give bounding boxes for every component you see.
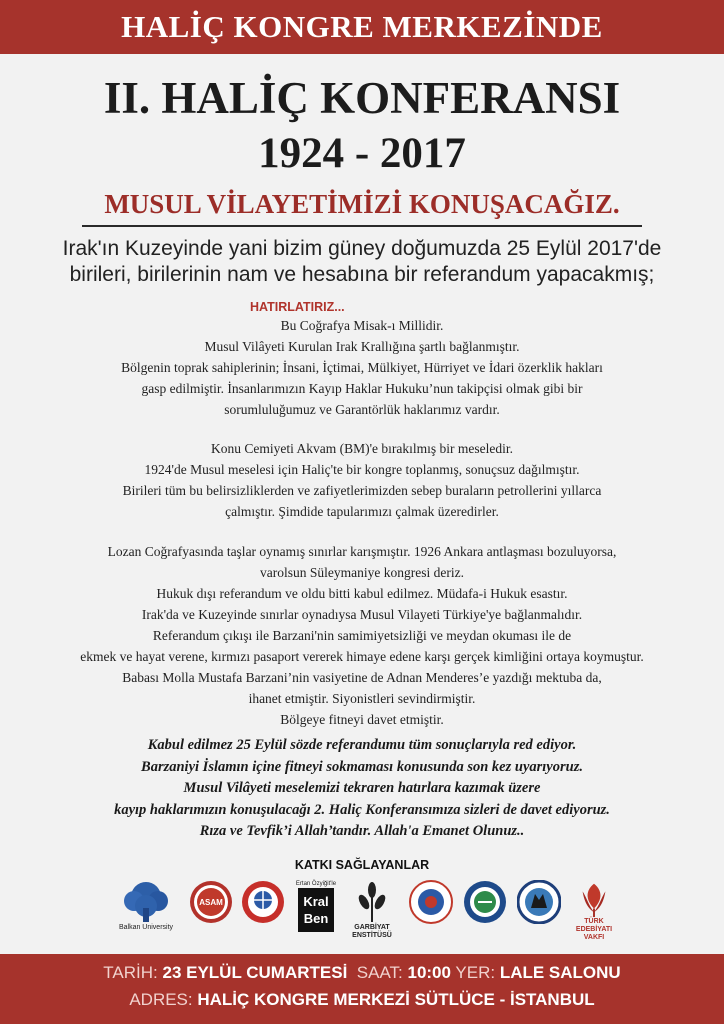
kral-text: Kral [303, 894, 329, 909]
text-line: Bölgeye fitneyi davet etmiştir. [280, 712, 444, 727]
closing-line: Kabul edilmez 25 Eylül sözde referandumu tüm sonuçlarıyla red ediyor. [147, 737, 577, 753]
ben-text: Ben [303, 911, 329, 926]
wheat-icon [350, 880, 394, 924]
round-seal-icon [463, 880, 507, 924]
conference-title: II. HALİÇ KONFERANSI [103, 73, 621, 123]
closing-line: kayıp haklarımızın konuşulacağı 2. Haliç Konferansımıza sizleri de davet ediyoruz. [114, 801, 610, 818]
text-line: sorumluluğumuz ve Garantörlük haklarımız vardır. [224, 402, 500, 417]
text-line: Babası Molla Mustafa Barzani’nin vasiyetine de Adnan Menderes’e yazdığı mektuba da, [122, 670, 602, 685]
globe-emblem-icon [241, 880, 285, 924]
association-emblem-logo [240, 880, 286, 942]
text-line: Hukuk dışı referandum ve oldu bitti kabul edilmez. Müdafa-i Hukuk esastır. [156, 586, 568, 601]
turk-dunyasi-logo [408, 880, 454, 942]
text-line: Referandum çıkışı ile Barzani'nin samimiyetsizliği ve meydan okuması ile de [152, 628, 572, 643]
place-label: YER: [455, 963, 496, 982]
text-line: ihanet etmiştir. Siyonistleri sevindirmiştir. [248, 691, 476, 706]
logo-caption: Balkan University [118, 924, 174, 931]
paragraph-2 [20, 438, 704, 522]
address-line [0, 990, 724, 1010]
closing-line: Barzaniyi İslamın içine fitneyi sokmaması konusunda son kez uyarıyoruz. [141, 758, 583, 775]
text-line: Lozan Coğrafyasında taşlar oynamış sınırlar karışmıştır. 1926 Ankara antlaşması bozuluyorsa, [107, 544, 617, 559]
text-line: Bu Coğrafya Misak-ı Millidir. [280, 318, 444, 333]
turk-edebiyati-vakfi-logo [568, 880, 620, 942]
closing-line: Rıza ve Tevfik’i Allah’tandır. Allah'a Emanet Olunuz.. [199, 823, 525, 839]
bottom-banner [0, 954, 724, 1024]
divider [82, 225, 642, 227]
text-line: ekmek ve hayat verene, kırmızı pasaport vererek himaye edene karşı gerçek kimliğini ortaya koymuştur. [80, 649, 644, 664]
closing-statement [20, 735, 704, 843]
paragraph-3 [20, 541, 704, 730]
event-info-line [0, 963, 724, 983]
sponsor-logos [110, 880, 620, 945]
asam-emblem-icon [189, 880, 233, 924]
tree-icon [118, 880, 174, 924]
remind-heading: HATIRLATIRIZ... [250, 300, 345, 314]
place-value: LALE SALONU [499, 963, 621, 982]
time-value: 10:00 [407, 963, 451, 982]
balkan-university-logo [110, 880, 182, 942]
logo-caption: TÜRK EDEBİYATI [575, 918, 613, 933]
text-line: Irak'da ve Kuzeyinde sınırlar oynadıysa Musul Vilayeti Türkiye'ye bağlanmalıdır. [141, 607, 583, 622]
sponsors-heading: KATKI SAĞLAYANLAR [294, 858, 430, 872]
green-emblem-logo [462, 880, 508, 942]
text-line: Konu Cemiyeti Akvam (BM)'e bırakılmış bir meseledir. [210, 441, 513, 456]
logo-caption: VAKFI [583, 934, 605, 941]
wolf-emblem-logo [516, 880, 562, 942]
logo-caption: GARBİYAT ENSTİTÜSÜ [352, 924, 392, 939]
logo-caption: Ertan Özyiğit'le [295, 881, 337, 887]
address-value: HALİÇ KONGRE MERKEZİ SÜTLÜCE - İSTANBUL [197, 990, 595, 1009]
garbiyat-logo [346, 880, 398, 942]
text-line: Musul Vilâyeti Kurulan Irak Krallığına şartlı bağlanmıştır. [204, 339, 520, 354]
date-label: TARİH: [103, 963, 158, 982]
circular-seal-icon [409, 880, 453, 924]
closing-line: Musul Vilâyeti meselemizi tekraren hatırlara kazımak üzere [183, 780, 541, 796]
top-banner [0, 0, 724, 54]
intro-line: birileri, birilerinin nam ve hesabına bir referandum yapacakmış; [69, 263, 655, 286]
time-label: SAAT: [356, 963, 403, 982]
kral-ve-ben-box [298, 888, 334, 932]
paragraph-1 [20, 315, 704, 420]
text-line: varolsun Süleymaniye kongresi deriz. [260, 565, 464, 580]
text-line: 1924'de Musul meselesi için Haliç'te bir kongre toplanmış, sonuçsuz dağılmıştır. [144, 462, 580, 477]
text-line: Bölgenin toprak sahiplerinin; İnsani, İçtimai, Mülkiyet, Hürriyet ve İdari özerklik hakları [121, 360, 603, 375]
date-value: 23 EYLÜL CUMARTESİ [162, 963, 348, 982]
banner-text: HALİÇ KONGRE MERKEZİNDE [121, 9, 603, 44]
asam-text: ASAM [199, 898, 223, 907]
wolf-icon [517, 880, 561, 924]
text-line: Birileri tüm bu belirsizliklerden ve zafiyetlerimizden sebep buraların petrollerini yıllarca [122, 483, 602, 498]
intro-text [20, 236, 704, 288]
tulip-icon [576, 880, 612, 918]
kral-ve-ben-logo [294, 880, 338, 942]
text-line: çalmıştır. Şimdide tapularımızı çalmak üzeredirler. [225, 504, 499, 519]
conference-subtitle: MUSUL VİLAYETİMİZİ KONUŞACAĞIZ. [104, 189, 620, 219]
address-label: ADRES: [129, 990, 193, 1009]
text-line: gasp edilmiştir. İnsanlarımızın Kayıp Haklar Hukuku’nun takipçisi olmak gibi bir [141, 381, 583, 396]
conference-years: 1924 - 2017 [258, 130, 466, 177]
intro-line: Irak'ın Kuzeyinde yani bizim güney doğumuzda 25 Eylül 2017'de [62, 237, 662, 260]
asam-logo [188, 880, 234, 942]
